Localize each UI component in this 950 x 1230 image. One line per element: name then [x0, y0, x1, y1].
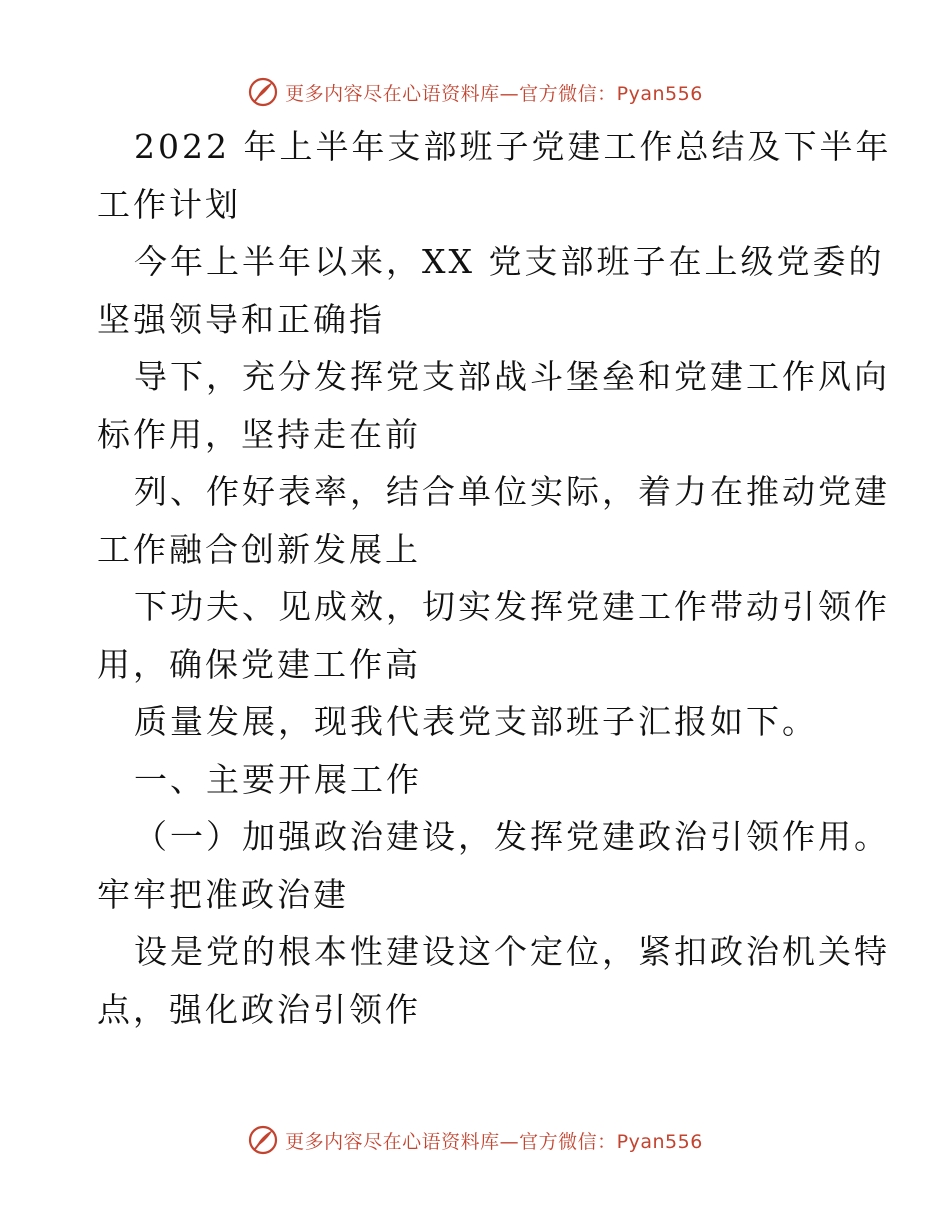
- title-line-1: 2022 年上半年支部班子党建工作总结及下半年: [134, 127, 892, 166]
- paragraph-line: 列、作好表率，结合单位实际，着力在推动党建: [134, 472, 890, 511]
- paragraph-line: 坚强领导和正确指: [97, 299, 385, 339]
- title-line-2: 工作计划: [97, 184, 241, 224]
- paragraph-line: 导下，充分发挥党支部战斗堡垒和党建工作风向: [134, 357, 890, 396]
- footer-watermark-banner: [0, 1120, 950, 1160]
- paragraph-line: 用，确保党建工作高: [97, 644, 421, 684]
- paragraph-line: 工作融合创新发展上: [97, 529, 421, 569]
- paragraph-line: 下功夫、见成效，切实发挥党建工作带动引领作: [134, 587, 890, 626]
- paragraph-line: 质量发展，现我代表党支部班子汇报如下。: [134, 702, 818, 741]
- quill-pen-logo-icon: [247, 76, 279, 108]
- watermark-text: 更多内容尽在心语资料库—官方微信：Pyan556: [285, 1130, 703, 1153]
- paragraph-line: 设是党的根本性建设这个定位，紧扣政治机关特: [134, 932, 890, 971]
- paragraph-line: 点，强化政治引领作: [97, 989, 421, 1029]
- watermark-text: 更多内容尽在心语资料库—官方微信：Pyan556: [285, 82, 703, 105]
- paragraph-line: 牢牢把准政治建: [97, 874, 349, 914]
- paragraph-line: 标作用，坚持走在前: [97, 414, 421, 454]
- header-watermark-banner: [0, 72, 950, 112]
- paragraph-line: 今年上半年以来，XX 党支部班子在上级党委的: [134, 242, 885, 281]
- section-heading: 一、主要开展工作: [134, 759, 422, 799]
- subsection-heading-line: （一）加强政治建设，发挥党建政治引领作用。: [134, 817, 890, 856]
- quill-pen-logo-icon: [247, 1124, 279, 1156]
- document-body: [97, 118, 892, 1038]
